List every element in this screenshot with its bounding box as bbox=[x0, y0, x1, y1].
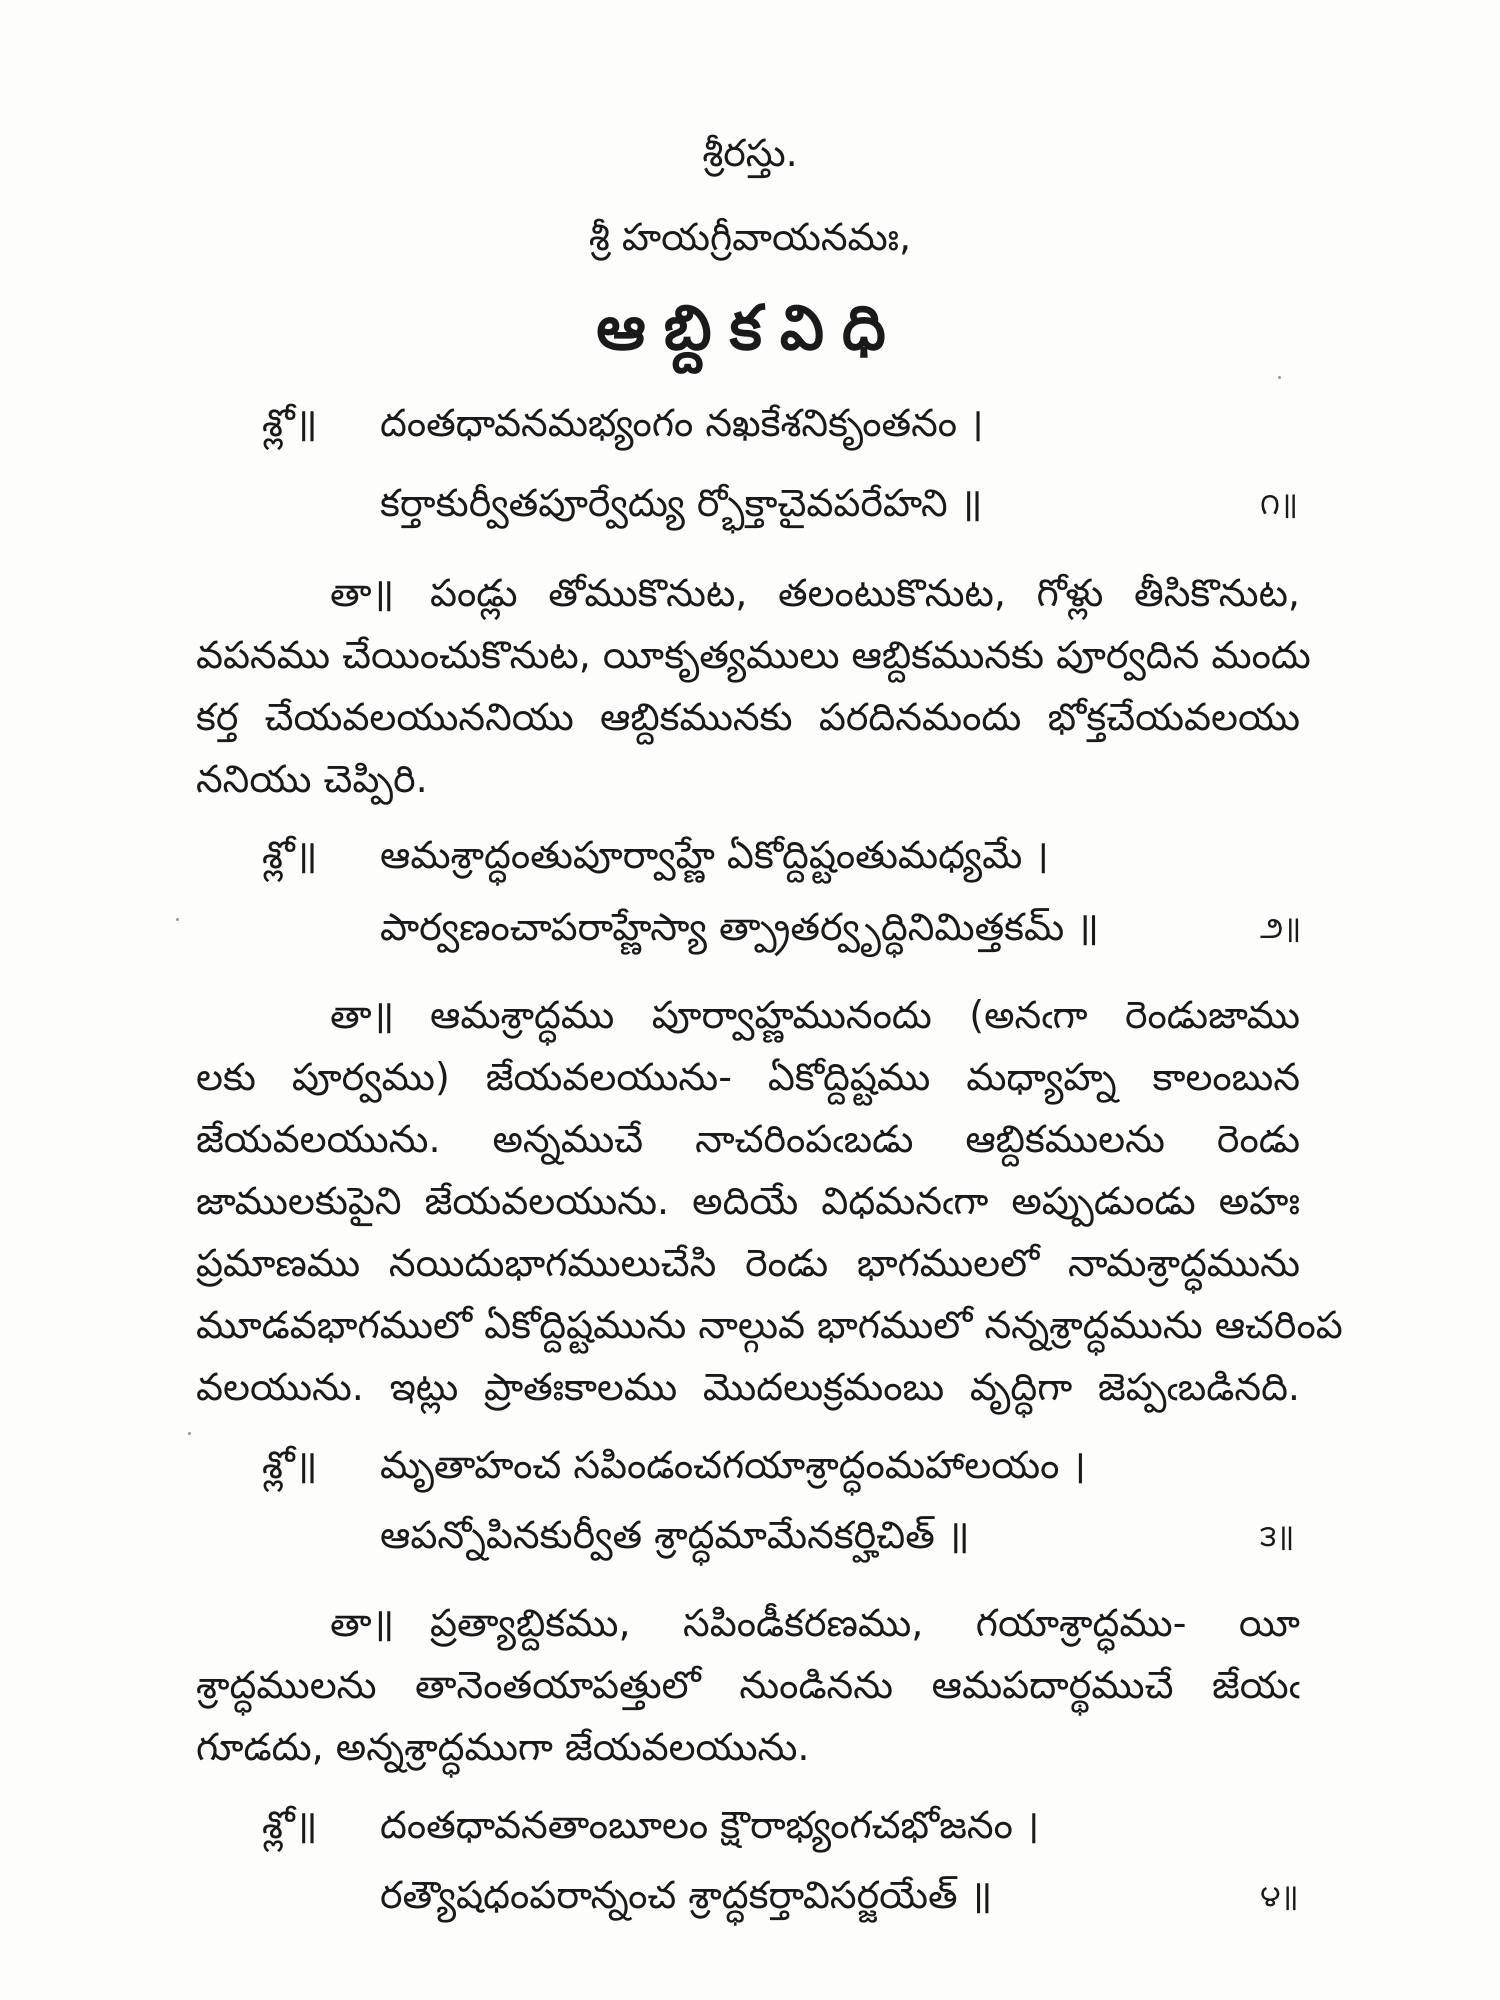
gloss-line: ననియు చెప్పిరి. bbox=[196, 757, 428, 801]
print-speck bbox=[176, 918, 179, 921]
verse-line: పార్వణంచాపరాహ్ణేస్యా త్ప్రాతర్వృద్ధినిమిత్తకమ్ ॥ bbox=[380, 905, 1100, 949]
page-title: ఆబ్దికవిధి bbox=[596, 291, 904, 364]
verse-label: శ్లో॥ bbox=[262, 1803, 318, 1847]
print-speck bbox=[188, 1432, 191, 1435]
gloss-line: జాములకుపైని జేయవలయును. అదియే విధమనఁగా అప్పుడుండు అహః bbox=[196, 1179, 1300, 1223]
gloss-line: ప్రత్యాబ్దికము, సపిండీకరణము, గయాశ్రాద్ధము- యీ bbox=[430, 1601, 1300, 1645]
gloss-line: వలయును. ఇట్లు ప్రాతఃకాలము మొదలుక్రమంబు వృద్ధిగా జెప్పఁబడినది. bbox=[196, 1365, 1300, 1409]
verse-number: ౨॥ bbox=[1260, 911, 1302, 946]
gloss-line: ఆమశ్రాద్ధము పూర్వాహ్ణమునందు (అనఁగా రెండుజాము bbox=[430, 993, 1300, 1037]
invocation-sri-rastu: శ్రీరస్తు. bbox=[702, 131, 798, 175]
verse-label: శ్లో॥ bbox=[262, 833, 318, 877]
gloss-line: గూడదు, అన్నశ్రాద్ధముగా జేయవలయును. bbox=[196, 1725, 810, 1769]
gloss-line: లకు పూర్వము) జేయవలయును- ఏకోద్దిష్టము మధ్యాహ్న కాలంబున bbox=[196, 1055, 1300, 1099]
gloss-line: ప్రమాణము నయిదుభాగములుచేసి రెండు భాగములలో నామశ్రాద్ధమును bbox=[196, 1241, 1300, 1285]
gloss-line: మూడవభాగములో ఏకోద్దిష్టమును నాల్గువ భాగములో నన్నశ్రాద్ధమును ఆచరింప bbox=[196, 1303, 1343, 1347]
verse-label: శ్లో॥ bbox=[262, 1443, 318, 1487]
verse-line: కర్తాకుర్వీతపూర్వేద్యు ర్భోక్తాచైవపరేహని ॥ bbox=[380, 481, 983, 525]
gloss-label: తా॥ bbox=[330, 993, 395, 1037]
gloss-line: కర్త చేయవలయుననియు ఆబ్దికమునకు పరదినమందు భోక్తచేయవలయు bbox=[196, 695, 1300, 739]
verse-number: ౪॥ bbox=[1260, 1879, 1299, 1914]
gloss-label: తా॥ bbox=[330, 1601, 395, 1645]
invocation-hayagriva: శ్రీ హయగ్రీవాయనమః, bbox=[588, 215, 912, 259]
gloss-label: తా॥ bbox=[330, 571, 395, 615]
verse-line: ఆపన్నోపినకుర్వీత శ్రాద్ధమామేనకర్హిచిత్ ॥ bbox=[380, 1513, 970, 1557]
verse-number: ౧॥ bbox=[1260, 487, 1298, 522]
verse-line: రత్యౌషధంపరాన్నంచ శ్రాద్ధకర్తావిసర్జయేత్ ॥ bbox=[380, 1873, 993, 1917]
gloss-line: శ్రాద్ధములను తానెంతయాపత్తులో నుండినను ఆమపదార్థముచే జేయఁ bbox=[196, 1663, 1300, 1707]
print-speck bbox=[1278, 376, 1281, 379]
verse-line: ఆమశ్రాద్ధంతుపూర్వాహ్ణే ఏకోద్దిష్టంతుమధ్యమే । bbox=[380, 833, 1049, 877]
verse-line: మృతాహంచ సపిండంచగయాశ్రాద్ధంమహాలయం । bbox=[380, 1443, 1086, 1487]
verse-number: ౩॥ bbox=[1260, 1519, 1295, 1554]
gloss-line: పండ్లు తోముకొనుట, తలంటుకొనుట, గోళ్లు తీసికొనుట, bbox=[430, 571, 1300, 615]
verse-line: దంతధావనతాంబూలం క్షౌరాభ్యంగచభోజనం । bbox=[380, 1803, 1040, 1847]
gloss-line: జేయవలయును. అన్నముచే నాచరింపఁబడు ఆబ్దికములను రెండు bbox=[196, 1117, 1300, 1161]
verse-line: దంతధావనమభ్యంగం నఖకేశనికృంతనం । bbox=[380, 401, 984, 445]
gloss-line: వపనము చేయించుకొనుట, యీకృత్యములు ఆబ్దికమునకు పూర్వదిన మందు bbox=[196, 633, 1311, 677]
verse-label: శ్లో॥ bbox=[262, 401, 318, 445]
